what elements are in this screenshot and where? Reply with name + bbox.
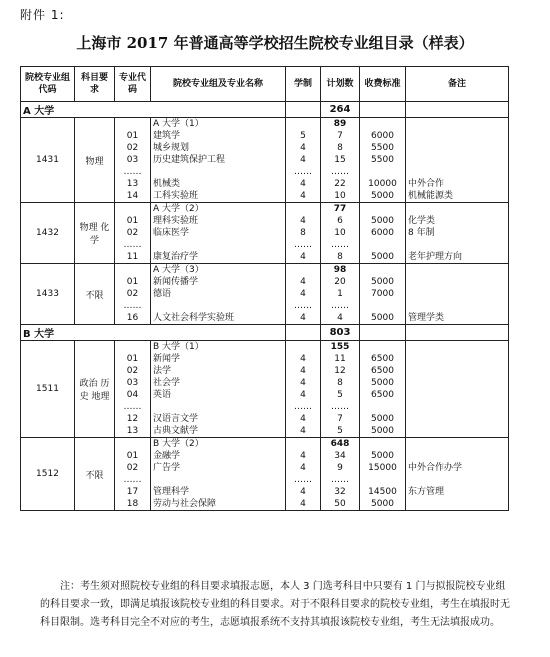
group-subject-req: 不限 [75,264,115,325]
group-header-name: B 大学（1） [153,342,204,352]
major-fee [362,166,403,178]
group-row [21,203,509,264]
page-title: 上海市 2017 年普通高等学校招生院校专业组目录（样表） [76,34,474,52]
group-major-name-col [151,438,286,511]
major-remark [408,154,506,166]
group-code: 1512 [21,438,75,511]
group-header-name: A 大学（3） [153,265,204,275]
major-remark [408,377,506,389]
section-fee-cell [360,325,406,341]
major-code: 02 [126,463,139,473]
major-remark [408,142,506,154]
major-plan: 34 [334,451,346,461]
major-fee: 7000 [371,289,394,299]
major-years: …… [294,167,312,177]
blank-line [408,264,506,276]
group-major-remark-col [406,203,509,264]
major-years: …… [294,301,312,311]
header-major-code: 专业代码 [115,67,151,102]
major-code: 03 [126,378,139,388]
major-fee [362,239,403,251]
major-remark: 中外合作办学 [408,463,463,473]
major-fee: 6000 [371,131,394,141]
group-major-fee-col [360,118,406,203]
major-name [153,239,283,251]
group-code: 1432 [21,203,75,264]
major-remark [408,425,506,437]
major-name [153,166,283,178]
major-years: 5 [300,131,306,141]
section-years-cell [286,325,321,341]
major-fee [362,474,403,486]
group-major-remark-col [406,438,509,511]
blank-line [288,203,318,215]
catalog-table [20,66,509,511]
major-years: 4 [300,499,306,509]
major-name: 英语 [153,390,172,400]
major-plan: 8 [337,378,343,388]
major-years: 4 [300,414,306,424]
major-fee [362,401,403,413]
group-row [21,118,509,203]
major-name: 管理科学 [153,487,190,497]
major-code: 14 [126,191,139,201]
major-name: 金融学 [153,451,181,461]
group-major-code-col [115,264,151,325]
major-name [153,300,283,312]
blank-line [362,341,403,353]
major-name: 社会学 [153,378,181,388]
major-remark [408,450,506,462]
major-name: 劳动与社会保障 [153,499,217,509]
major-remark [408,130,506,142]
major-name: 机械类 [153,179,181,189]
major-code: 18 [126,499,139,509]
major-years: 4 [300,313,306,323]
blank-line [288,438,318,450]
major-fee: 5000 [371,499,394,509]
footnote: 注：考生须对照院校专业组的科目要求填报志愿，本人 3 门选考科目中只要有 1 门与拟报院校专业组的科目要求一致，即满足填报该院校专业组的科目要求。对于不限科目要求的院校专业组，考生在填报时无科目限制。选考科目完全不对应的考生，志愿填报系统不支持其填报该院校专业组，考生无法填报成功。 [40,581,510,628]
major-code: …… [123,301,142,311]
blank-line [117,264,148,276]
major-plan: 7 [337,414,343,424]
group-header-plan: 98 [333,265,347,275]
major-fee: 5000 [371,216,394,226]
major-plan: 9 [337,463,343,473]
group-header-plan: 89 [333,119,347,129]
blank-line [362,438,403,450]
major-plan: 12 [334,366,346,376]
blank-line [117,203,148,215]
group-major-code-col [115,438,151,511]
group-major-remark-col [406,341,509,438]
major-plan: …… [331,240,349,250]
major-name: 工科实验班 [153,191,199,201]
major-plan: 15 [334,155,346,165]
major-code: 01 [126,216,139,226]
group-row [21,264,509,325]
blank-line [362,203,403,215]
major-remark [408,239,506,251]
major-remark [408,288,506,300]
major-years: 4 [300,143,306,153]
major-fee: 5000 [371,451,394,461]
group-major-years-col [286,118,321,203]
section-fee-cell [360,102,406,118]
group-major-plan-col [321,203,360,264]
group-major-years-col [286,438,321,511]
major-code: 16 [126,313,139,323]
major-fee: 5000 [371,378,394,388]
group-code: 1433 [21,264,75,325]
major-name: 新闻学 [153,354,181,364]
major-fee: 5000 [371,277,394,287]
group-major-years-col [286,341,321,438]
header-fee: 收费标准 [360,67,406,102]
major-years: 4 [300,179,306,189]
blank-line [117,438,148,450]
major-fee: 5000 [371,313,394,323]
group-major-name-col [151,264,286,325]
major-remark: 东方管理 [408,487,445,497]
group-major-fee-col [360,203,406,264]
major-plan: 20 [334,277,346,287]
major-name: 临床医学 [153,228,190,238]
major-fee: 5000 [371,191,394,201]
major-name: 汉语言文学 [153,414,199,424]
major-plan: 8 [337,143,343,153]
major-code: 01 [126,354,139,364]
major-years: 4 [300,155,306,165]
group-major-plan-col [321,264,360,325]
major-plan: …… [331,475,349,485]
major-code: 01 [126,131,139,141]
section-remark-cell [406,325,509,341]
blank-line [362,118,403,130]
blank-line [408,341,506,353]
section-remark-cell [406,102,509,118]
major-fee: 15000 [368,463,397,473]
major-plan: …… [331,167,349,177]
header-subject-req: 科目要求 [75,67,115,102]
major-code: 03 [126,155,139,165]
group-subject-req: 物理 化学 [75,203,115,264]
section-total: 264 [321,102,360,118]
major-code: 12 [126,414,139,424]
major-remark [408,498,506,510]
major-fee [362,300,403,312]
major-code: …… [123,167,142,177]
major-years: …… [294,402,312,412]
group-row [21,341,509,438]
major-years: 4 [300,451,306,461]
major-name: 历史建筑保护工程 [153,155,226,165]
blank-line [408,203,506,215]
major-code: …… [123,402,142,412]
major-remark: 化学类 [408,216,436,226]
group-major-name-col [151,341,286,438]
major-fee: 6500 [371,354,394,364]
group-header-plan: 77 [333,204,347,214]
group-code: 1431 [21,118,75,203]
section-name: A 大学 [21,102,286,118]
major-code: 02 [126,143,139,153]
major-plan: 6 [337,216,343,226]
major-plan: 4 [337,313,343,323]
major-remark [408,389,506,401]
major-plan: 50 [334,499,346,509]
section-years-cell [286,102,321,118]
major-fee: 6500 [371,390,394,400]
major-years: 8 [300,228,306,238]
major-remark [408,413,506,425]
major-code: 02 [126,289,139,299]
group-major-plan-col [321,341,360,438]
major-fee: 14500 [368,487,397,497]
group-major-code-col [115,118,151,203]
major-plan: 7 [337,131,343,141]
major-name: 新闻传播学 [153,277,199,287]
group-major-fee-col [360,438,406,511]
major-years: 4 [300,390,306,400]
major-plan: 1 [337,289,343,299]
major-plan: 5 [337,426,343,436]
major-years: 4 [300,277,306,287]
group-header-name: B 大学（2） [153,439,204,449]
major-remark [408,166,506,178]
group-major-name-col [151,203,286,264]
major-name [153,474,283,486]
blank-line [362,264,403,276]
header-plan: 计划数 [321,67,360,102]
group-major-code-col [115,341,151,438]
major-years: …… [294,475,312,485]
header-name: 院校专业组及专业名称 [151,67,286,102]
major-fee: 6000 [371,228,394,238]
major-name: 城乡规划 [153,143,190,153]
group-code: 1511 [21,341,75,438]
major-code: 04 [126,390,139,400]
annex-label: 附件 1: [20,8,65,22]
major-plan: 11 [334,354,346,364]
blank-line [288,264,318,276]
major-years: 4 [300,216,306,226]
major-remark [408,474,506,486]
major-code: 13 [126,179,139,189]
major-fee: 6500 [371,366,394,376]
major-fee: 5500 [371,155,394,165]
group-subject-req: 不限 [75,438,115,511]
major-name: 理科实验班 [153,216,199,226]
major-remark [408,276,506,288]
group-major-years-col [286,264,321,325]
major-code: …… [123,240,142,250]
major-remark: 8 年制 [408,228,435,238]
major-fee: 5000 [371,426,394,436]
major-plan: 22 [334,179,346,189]
group-major-plan-col [321,438,360,511]
header-row [21,67,509,102]
section-row [21,102,509,118]
major-years: 4 [300,366,306,376]
section-total: 803 [321,325,360,341]
major-code: 01 [126,277,139,287]
group-subject-req: 物理 [75,118,115,203]
major-name: 人文社会科学实验班 [153,313,235,323]
major-code: 11 [126,252,139,262]
major-code: …… [123,475,142,485]
blank-line [117,341,148,353]
major-fee: 10000 [368,179,397,189]
major-fee: 5000 [371,252,394,262]
major-code: 02 [126,366,139,376]
group-row [21,438,509,511]
major-plan: 5 [337,390,343,400]
header-years: 学制 [286,67,321,102]
group-header-name: A 大学（1） [153,119,204,129]
major-code: 13 [126,426,139,436]
major-years: 4 [300,354,306,364]
major-remark [408,300,506,312]
major-remark: 中外合作 [408,179,445,189]
major-years: 4 [300,426,306,436]
section-name: B 大学 [21,325,286,341]
major-remark [408,353,506,365]
major-years: 4 [300,463,306,473]
major-name [153,401,283,413]
major-fee: 5500 [371,143,394,153]
group-major-remark-col [406,118,509,203]
major-years: 4 [300,487,306,497]
major-code: 17 [126,487,139,497]
major-fee: 5000 [371,414,394,424]
major-plan: 8 [337,252,343,262]
major-remark [408,365,506,377]
major-years: 4 [300,378,306,388]
major-code: 01 [126,451,139,461]
major-remark: 机械能源类 [408,191,454,201]
blank-line [408,438,506,450]
major-plan: 10 [334,228,346,238]
blank-line [288,341,318,353]
group-header-plan: 155 [330,342,350,352]
major-plan: 32 [334,487,346,497]
blank-line [288,118,318,130]
major-remark [408,401,506,413]
group-major-plan-col [321,118,360,203]
group-major-name-col [151,118,286,203]
major-years: …… [294,240,312,250]
major-name: 德语 [153,289,172,299]
major-name: 法学 [153,366,172,376]
major-remark: 管理学类 [408,313,445,323]
major-years: 4 [300,252,306,262]
major-name: 古典文献学 [153,426,199,436]
group-major-remark-col [406,264,509,325]
blank-line [117,118,148,130]
group-major-code-col [115,203,151,264]
major-years: 4 [300,289,306,299]
group-header-name: A 大学（2） [153,204,204,214]
group-major-fee-col [360,341,406,438]
major-name: 康复治疗学 [153,252,199,262]
group-major-years-col [286,203,321,264]
section-row [21,325,509,341]
group-subject-req: 政治 历史 地理 [75,341,115,438]
blank-line [408,118,506,130]
major-plan: …… [331,402,349,412]
major-remark: 老年护理方向 [408,252,463,262]
header-group-code: 院校专业组代码 [21,67,75,102]
major-years: 4 [300,191,306,201]
major-name: 建筑学 [153,131,181,141]
major-plan: 10 [334,191,346,201]
major-plan: …… [331,301,349,311]
group-header-plan: 648 [330,439,350,449]
major-code: 02 [126,228,139,238]
group-major-fee-col [360,264,406,325]
major-name: 广告学 [153,463,181,473]
header-remark: 备注 [406,67,509,102]
